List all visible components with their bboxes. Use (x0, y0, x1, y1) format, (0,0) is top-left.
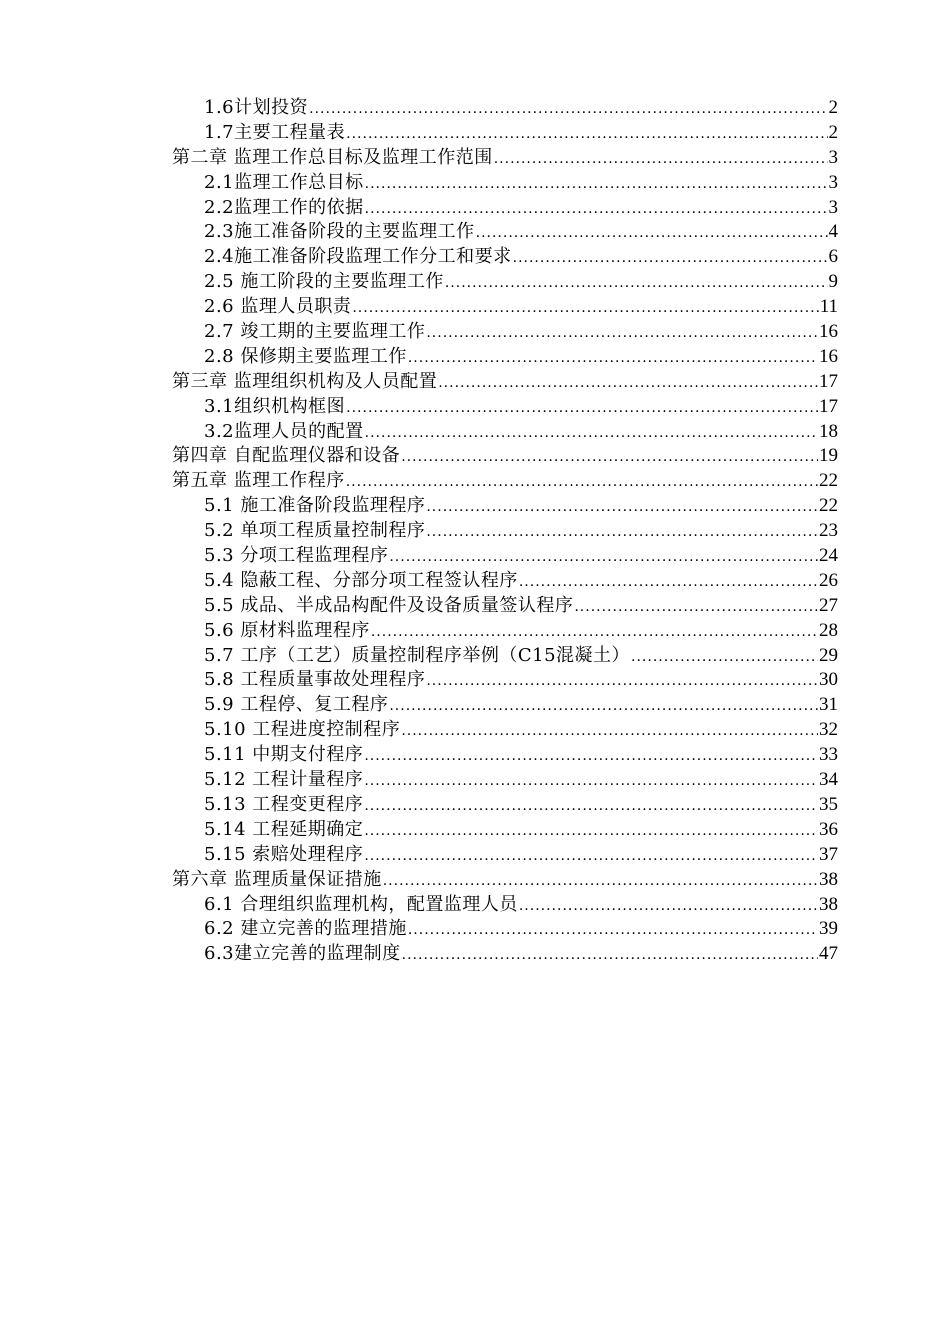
toc-dot-leader (426, 523, 818, 541)
toc-page-number: 17 (819, 395, 838, 417)
toc-section-entry[interactable] (172, 743, 838, 768)
toc-dot-leader (364, 847, 818, 865)
toc-entry-title: 5.11 中期支付程序 (204, 744, 364, 766)
toc-entry-title: 2.2监理工作的依据 (204, 196, 364, 218)
toc-entry-title: 1.7主要工程量表 (204, 121, 346, 143)
toc-page-number: 28 (819, 619, 838, 641)
toc-page-number: 35 (819, 793, 838, 815)
toc-section-entry[interactable] (172, 644, 838, 669)
toc-dot-leader (426, 498, 818, 516)
toc-section-entry[interactable] (172, 718, 838, 743)
toc-page-number: 32 (819, 719, 838, 741)
toc-dot-leader (402, 946, 818, 964)
toc-dot-leader (574, 598, 818, 616)
toc-entry-title: 第四章 自配监理仪器和设备 (172, 445, 401, 467)
toc-chapter-entry[interactable] (172, 469, 838, 494)
toc-entry-title: 第六章 监理质量保证措施 (172, 868, 382, 890)
toc-page-number: 6 (828, 246, 838, 268)
toc-dot-leader (519, 573, 818, 591)
toc-entry-title: 2.1监理工作总目标 (204, 171, 364, 193)
toc-entry-title: 2.7 竣工期的主要监理工作 (204, 321, 426, 343)
toc-page-number: 22 (819, 470, 838, 492)
toc-page-number: 30 (819, 669, 838, 691)
toc-entry-title: 5.14 工程延期确定 (204, 818, 364, 840)
toc-entry-title: 5.7 工序（工艺）质量控制程序举例（C15混凝土） (204, 644, 631, 666)
toc-section-entry[interactable] (172, 320, 838, 345)
toc-page-number: 18 (819, 420, 838, 442)
toc-dot-leader (346, 399, 818, 417)
toc-page-number: 38 (819, 868, 838, 890)
toc-entry-title: 第二章 监理工作总目标及监理工作范围 (172, 146, 493, 168)
toc-page-number: 36 (819, 818, 838, 840)
toc-section-entry[interactable] (172, 668, 838, 693)
toc-page-number: 2 (828, 121, 838, 143)
toc-section-entry[interactable] (172, 768, 838, 793)
toc-entry-title: 5.15 索赔处理程序 (204, 843, 364, 865)
toc-page-number: 38 (819, 893, 838, 915)
toc-dot-leader (426, 672, 818, 690)
toc-section-entry[interactable] (172, 395, 838, 420)
toc-section-entry[interactable] (172, 96, 838, 121)
toc-section-entry[interactable] (172, 942, 838, 967)
toc-section-entry[interactable] (172, 494, 838, 519)
toc-page-number: 3 (828, 171, 838, 193)
toc-dot-leader (401, 722, 818, 740)
toc-entry-title: 2.3施工准备阶段的主要监理工作 (204, 221, 475, 243)
toc-entry-title: 5.6 原材料监理程序 (204, 619, 370, 641)
toc-dot-leader (408, 921, 818, 939)
toc-dot-leader (364, 822, 818, 840)
toc-section-entry[interactable] (172, 917, 838, 942)
toc-section-entry[interactable] (172, 245, 838, 270)
toc-entry-title: 2.5 施工阶段的主要监理工作 (204, 271, 444, 293)
toc-dot-leader (476, 224, 828, 242)
toc-entry-title: 5.13 工程变更程序 (204, 793, 364, 815)
toc-section-entry[interactable] (172, 843, 838, 868)
toc-section-entry[interactable] (172, 171, 838, 196)
toc-dot-leader (365, 200, 828, 218)
toc-dot-leader (513, 249, 828, 267)
toc-page-number: 22 (819, 495, 838, 517)
toc-page-number: 4 (828, 221, 838, 243)
toc-page-number: 3 (828, 146, 838, 168)
toc-section-entry[interactable] (172, 270, 838, 295)
toc-page-number: 16 (819, 345, 838, 367)
toc-entry-title: 5.12 工程计量程序 (204, 769, 364, 791)
toc-page-number: 9 (828, 271, 838, 293)
table-of-contents (172, 96, 838, 967)
toc-dot-leader (389, 697, 818, 715)
toc-entry-title: 6.2 建立完善的监理措施 (204, 918, 407, 940)
toc-entry-title: 5.10 工程进度控制程序 (204, 719, 401, 741)
toc-entry-title: 3.1组织机构框图 (204, 395, 346, 417)
toc-entry-title: 1.6计划投资 (204, 97, 309, 118)
toc-section-entry[interactable] (172, 893, 838, 918)
toc-entry-title: 5.2 单项工程质量控制程序 (204, 520, 426, 542)
toc-dot-leader (494, 150, 828, 168)
toc-entry-title: 5.8 工程质量事故处理程序 (204, 669, 426, 691)
toc-entry-title: 3.2监理人员的配置 (204, 420, 364, 442)
toc-dot-leader (383, 872, 818, 890)
toc-dot-leader (389, 548, 818, 566)
toc-dot-leader (445, 274, 828, 292)
toc-page-number: 33 (819, 744, 838, 766)
toc-dot-leader (631, 648, 818, 666)
toc-page-number: 16 (819, 321, 838, 343)
toc-section-entry[interactable] (172, 569, 838, 594)
toc-entry-title: 5.3 分项工程监理程序 (204, 545, 389, 567)
toc-dot-leader (365, 175, 828, 193)
toc-page-number: 47 (819, 943, 838, 965)
toc-section-entry[interactable] (172, 619, 838, 644)
toc-page-number: 23 (819, 520, 838, 542)
toc-section-entry[interactable] (172, 519, 838, 544)
toc-chapter-entry[interactable] (172, 868, 838, 893)
toc-dot-leader (364, 747, 818, 765)
toc-entry-title: 5.1 施工准备阶段监理程序 (204, 495, 426, 517)
toc-page-number: 17 (819, 370, 838, 392)
toc-page-number: 24 (819, 545, 838, 567)
toc-entry-title: 5.5 成品、半成品构配件及设备质量签认程序 (204, 594, 574, 616)
toc-section-entry[interactable] (172, 196, 838, 221)
toc-page-number: 27 (819, 594, 838, 616)
toc-page-number: 31 (819, 694, 838, 716)
toc-page-number: 34 (819, 769, 838, 791)
toc-section-entry[interactable] (172, 295, 838, 320)
toc-page-number: 39 (819, 918, 838, 940)
toc-entry-title: 2.4施工准备阶段监理工作分工和要求 (204, 246, 512, 268)
toc-section-entry[interactable] (172, 345, 838, 370)
toc-dot-leader (438, 374, 818, 392)
toc-dot-leader (364, 772, 818, 790)
toc-entry-title: 6.1 合理组织监理机构，配置监理人员 (204, 893, 518, 915)
toc-section-entry[interactable] (172, 544, 838, 569)
toc-entry-title: 5.4 隐蔽工程、分部分项工程签认程序 (204, 569, 518, 591)
toc-section-entry[interactable] (172, 793, 838, 818)
toc-page-number: 29 (819, 644, 838, 666)
toc-entry-title: 2.6 监理人员职责 (204, 296, 352, 318)
toc-dot-leader (346, 473, 818, 491)
toc-dot-leader (346, 125, 827, 143)
toc-entry-title: 2.8 保修期主要监理工作 (204, 345, 407, 367)
toc-dot-leader (371, 623, 818, 641)
toc-section-entry[interactable] (172, 420, 838, 445)
toc-page-number: 11 (819, 296, 838, 318)
toc-section-entry[interactable] (172, 121, 838, 146)
toc-section-entry[interactable] (172, 693, 838, 718)
toc-entry-title: 6.3建立完善的监理制度 (204, 943, 401, 965)
toc-page-number: 2 (828, 97, 838, 118)
toc-page-number: 3 (828, 196, 838, 218)
toc-chapter-entry[interactable] (172, 444, 838, 469)
toc-section-entry[interactable] (172, 818, 838, 843)
toc-page-number: 26 (819, 569, 838, 591)
toc-dot-leader (408, 349, 818, 367)
toc-dot-leader (309, 100, 827, 118)
toc-dot-leader (519, 897, 818, 915)
toc-chapter-entry[interactable] (172, 146, 838, 171)
toc-dot-leader (401, 448, 818, 466)
toc-chapter-entry[interactable] (172, 370, 838, 395)
toc-entry-title: 第三章 监理组织机构及人员配置 (172, 370, 438, 392)
toc-dot-leader (352, 299, 818, 317)
toc-section-entry[interactable] (172, 220, 838, 245)
toc-entry-title: 第五章 监理工作程序 (172, 470, 345, 492)
toc-dot-leader (426, 324, 818, 342)
toc-dot-leader (365, 424, 818, 442)
toc-page-number: 37 (819, 843, 838, 865)
toc-page-number: 19 (819, 445, 838, 467)
toc-dot-leader (364, 797, 818, 815)
toc-entry-title: 5.9 工程停、复工程序 (204, 694, 389, 716)
toc-section-entry[interactable] (172, 594, 838, 619)
